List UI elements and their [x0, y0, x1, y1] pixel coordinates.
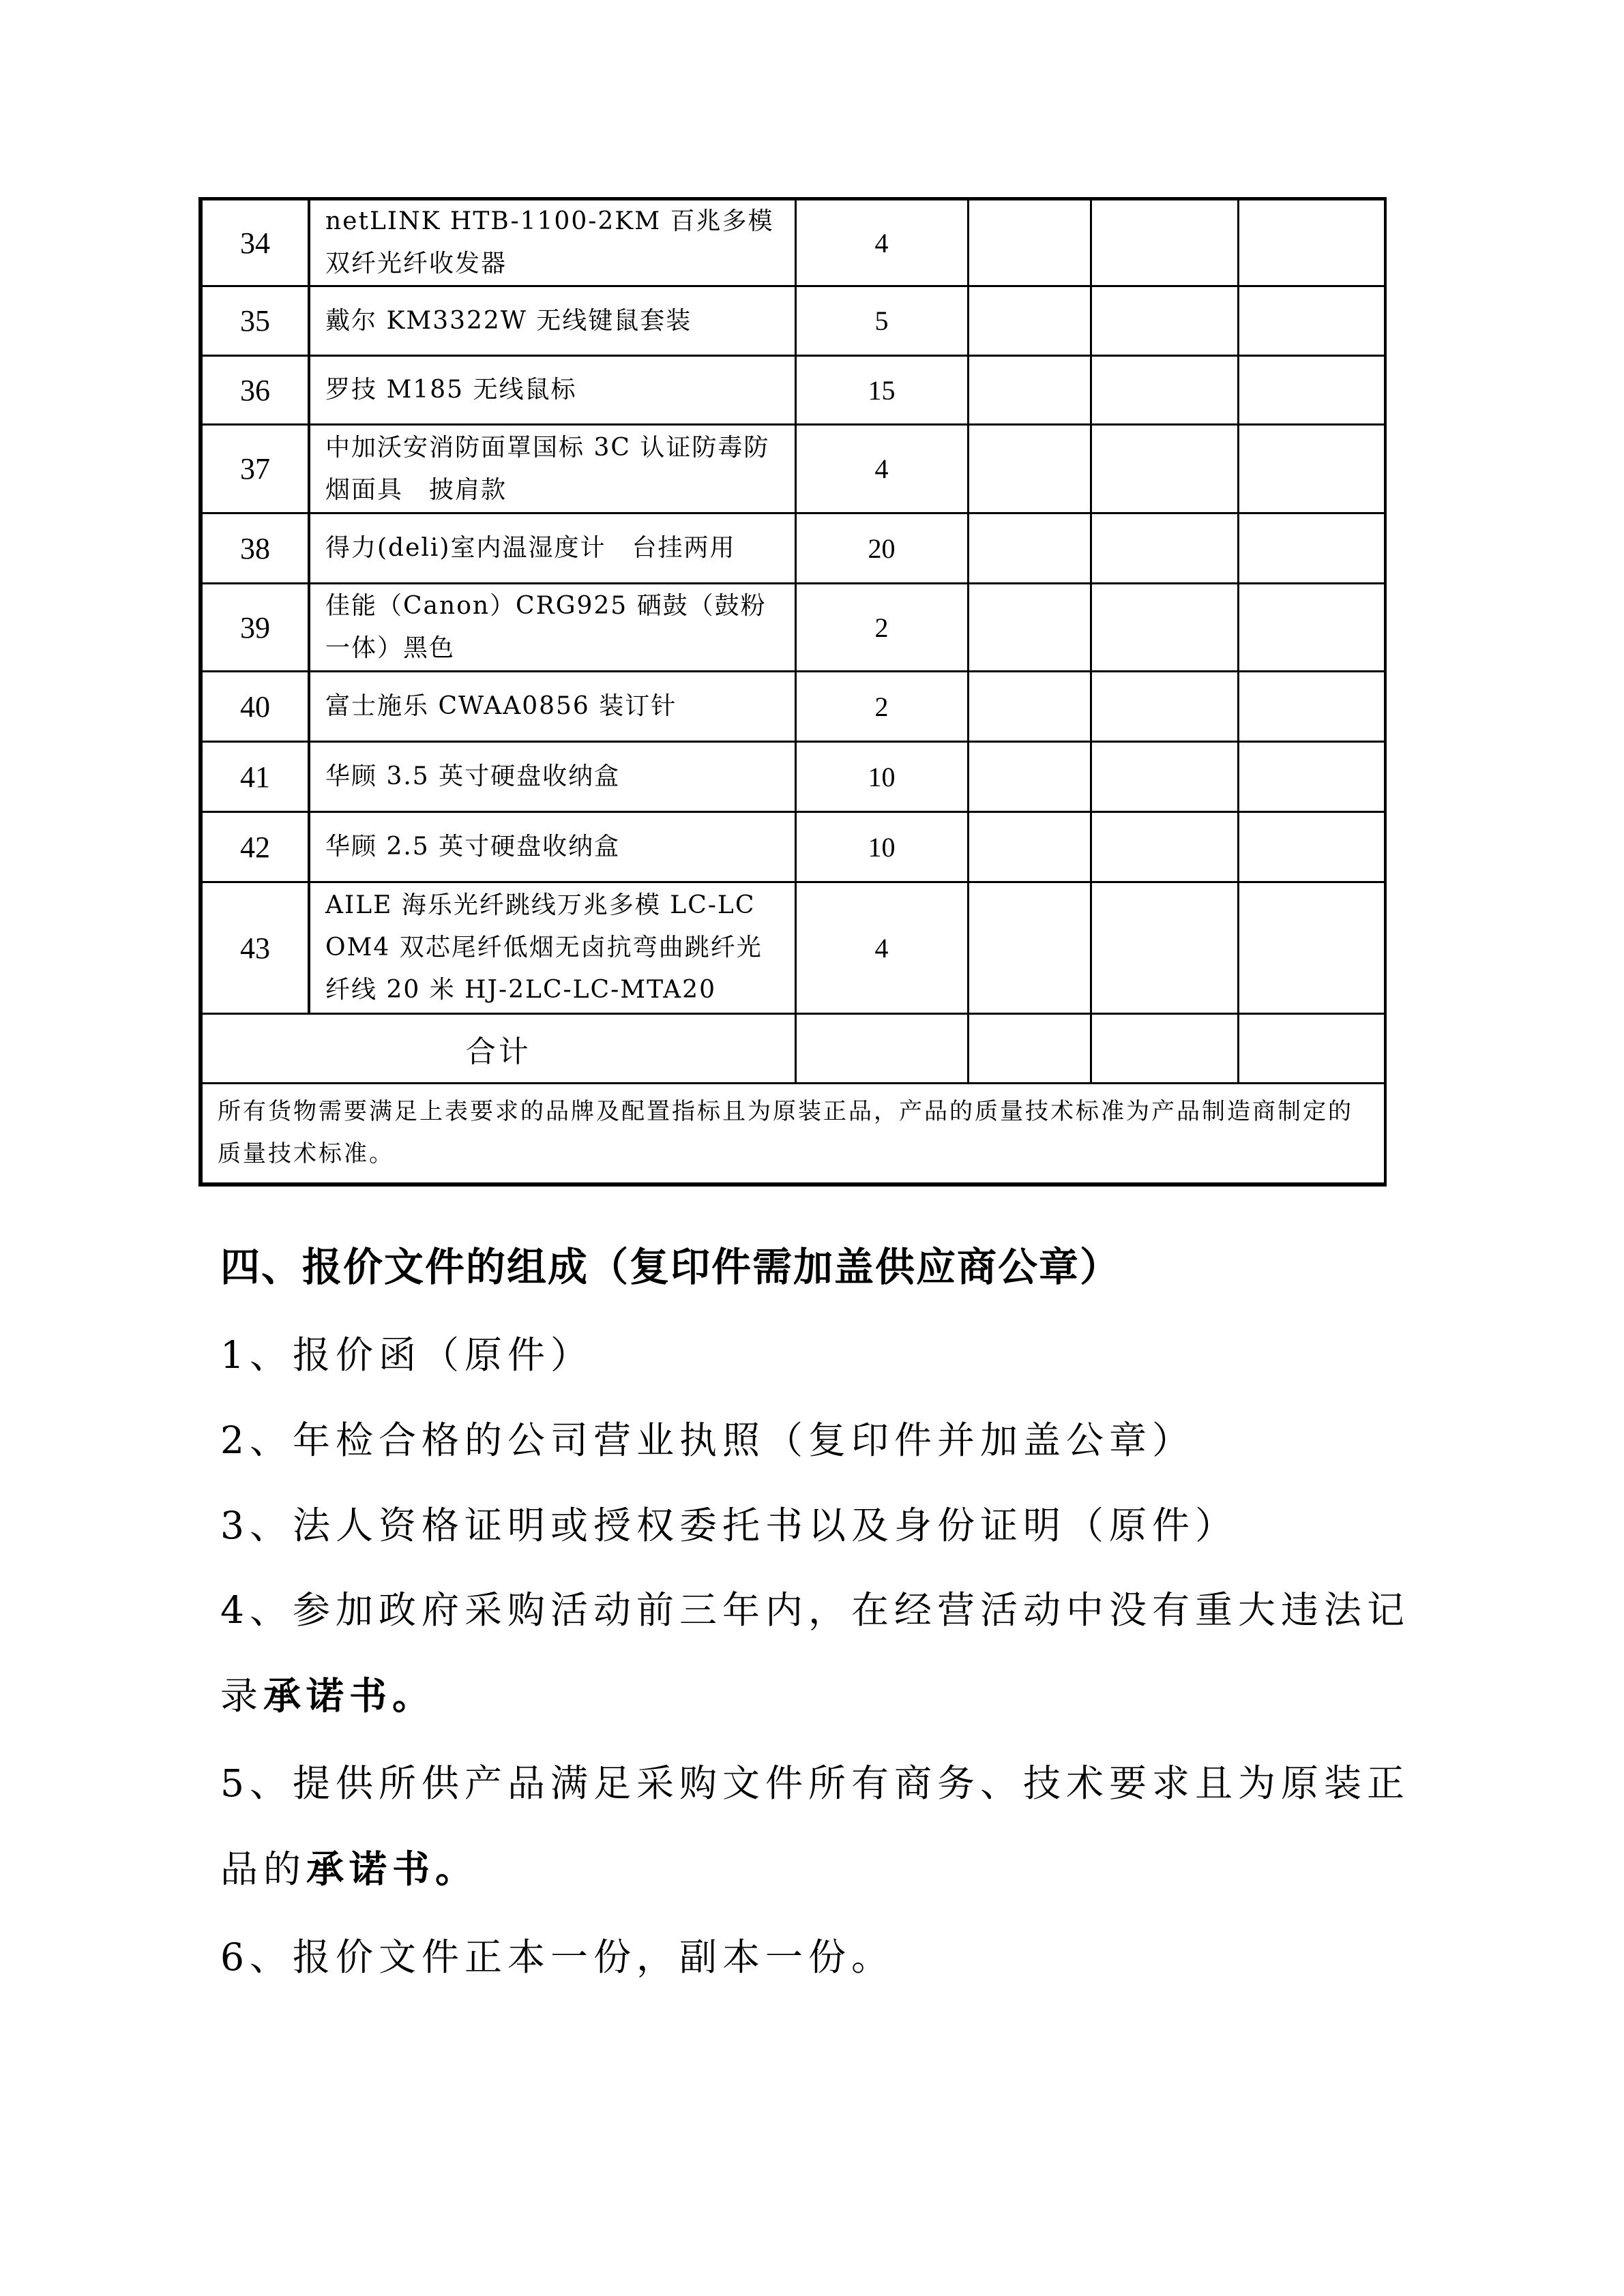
empty-cell: [1238, 199, 1385, 286]
empty-cell: [1238, 742, 1385, 812]
table-row: [201, 513, 1385, 584]
empty-cell: [1238, 513, 1385, 584]
table-row: [201, 742, 1385, 812]
empty-cell: [968, 584, 1091, 672]
item-quantity: 4: [795, 882, 968, 1014]
list-item: [220, 1397, 1421, 1483]
item-quantity: 10: [795, 812, 968, 882]
section-heading: 四、报价文件的组成（复印件需加盖供应商公章）: [220, 1244, 1121, 1290]
total-quantity-cell: [795, 1014, 968, 1084]
table-row: [201, 199, 1385, 286]
item-name: 中加沃安消防面罩国标 3C 认证防毒防烟面具 披肩款: [309, 425, 795, 513]
item-name: 得力(deli)室内温湿度计 台挂两用: [309, 513, 795, 584]
item-quantity: 2: [795, 672, 968, 742]
item-name: AILE 海乐光纤跳线万兆多模 LC-LC OM4 双芯尾纤低烟无卤抗弯曲跳纤光纤线 20 米 HJ-2LC-LC-MTA20: [309, 882, 795, 1014]
empty-cell: [1238, 672, 1385, 742]
empty-cell: [968, 199, 1091, 286]
empty-cell: [1238, 1014, 1385, 1084]
total-label: 合计: [201, 1014, 795, 1084]
item-name: 华顾 2.5 英寸硬盘收纳盒: [309, 812, 795, 882]
table-row: [201, 356, 1385, 425]
item-quantity: 4: [795, 425, 968, 513]
empty-cell: [1091, 356, 1238, 425]
item-quantity: 15: [795, 356, 968, 425]
note-row: [201, 1084, 1385, 1184]
item-quantity: 10: [795, 742, 968, 812]
row-number: 38: [201, 513, 309, 584]
empty-cell: [1091, 199, 1238, 286]
empty-cell: [968, 812, 1091, 882]
table-row: [201, 882, 1385, 1014]
item-name: 华顾 3.5 英寸硬盘收纳盒: [309, 742, 795, 812]
item-quantity: 2: [795, 584, 968, 672]
total-row: [201, 1014, 1385, 1084]
row-number: 35: [201, 286, 309, 356]
row-number: 41: [201, 742, 309, 812]
item-name: netLINK HTB-1100-2KM 百兆多模双纤光纤收发器: [309, 199, 795, 286]
item-quantity: 5: [795, 286, 968, 356]
table-row: [201, 286, 1385, 356]
empty-cell: [968, 1014, 1091, 1084]
empty-cell: [1091, 584, 1238, 672]
goods-table: [198, 197, 1387, 1187]
empty-cell: [1091, 742, 1238, 812]
list-item: [220, 1741, 1421, 1912]
list-item-text: 3、法人资格证明或授权委托书以及身份证明（原件）: [220, 1504, 1238, 1547]
empty-cell: [968, 672, 1091, 742]
empty-cell: [968, 513, 1091, 584]
empty-cell: [968, 742, 1091, 812]
empty-cell: [968, 882, 1091, 1014]
empty-cell: [1238, 812, 1385, 882]
row-number: 40: [201, 672, 309, 742]
list-item: [220, 1312, 1421, 1398]
table-row: [201, 812, 1385, 882]
item-name: 罗技 M185 无线鼠标: [309, 356, 795, 425]
row-number: 42: [201, 812, 309, 882]
item-name: 佳能（Canon）CRG925 硒鼓（鼓粉一体）黑色: [309, 584, 795, 672]
list-item-text: 6、报价文件正本一份，副本一份。: [220, 1935, 894, 1979]
empty-cell: [1091, 286, 1238, 356]
item-quantity: 20: [795, 513, 968, 584]
row-number: 37: [201, 425, 309, 513]
row-number: 34: [201, 199, 309, 286]
empty-cell: [1091, 672, 1238, 742]
list-item-emphasis: 承诺书。: [263, 1673, 436, 1718]
item-name: 富士施乐 CWAA0856 装订针: [309, 672, 795, 742]
list-item-text: 2、年检合格的公司营业执照（复印件并加盖公章）: [220, 1418, 1195, 1462]
item-quantity: 4: [795, 199, 968, 286]
table-note: 所有货物需要满足上表要求的品牌及配置指标且为原装正品，产品的质量技术标准为产品制造商制定的质量技术标准。: [201, 1084, 1385, 1184]
empty-cell: [1091, 882, 1238, 1014]
item-name: 戴尔 KM3322W 无线键鼠套装: [309, 286, 795, 356]
empty-cell: [1238, 882, 1385, 1014]
empty-cell: [1091, 812, 1238, 882]
table-row: [201, 425, 1385, 513]
empty-cell: [968, 286, 1091, 356]
list-item-text: 1、报价函（原件）: [220, 1333, 593, 1377]
list-item: [220, 1914, 1421, 2000]
empty-cell: [968, 425, 1091, 513]
empty-cell: [1238, 584, 1385, 672]
row-number: 39: [201, 584, 309, 672]
list-item: [220, 1568, 1421, 1739]
row-number: 36: [201, 356, 309, 425]
empty-cell: [1238, 286, 1385, 356]
empty-cell: [1238, 356, 1385, 425]
list-item-text: 4、参加政府采购活动前三年内，在经营活动中没有重大违法记录: [220, 1588, 1410, 1718]
empty-cell: [968, 356, 1091, 425]
table-row: [201, 584, 1385, 672]
empty-cell: [1238, 425, 1385, 513]
list-item: [220, 1482, 1421, 1568]
table-row: [201, 672, 1385, 742]
empty-cell: [1091, 425, 1238, 513]
list-item-text: 5、提供所供产品满足采购文件所有商务、技术要求且为原装正品的: [220, 1761, 1410, 1891]
list-item-emphasis: 承诺书。: [306, 1847, 479, 1891]
empty-cell: [1091, 513, 1238, 584]
empty-cell: [1091, 1014, 1238, 1084]
row-number: 43: [201, 882, 309, 1014]
